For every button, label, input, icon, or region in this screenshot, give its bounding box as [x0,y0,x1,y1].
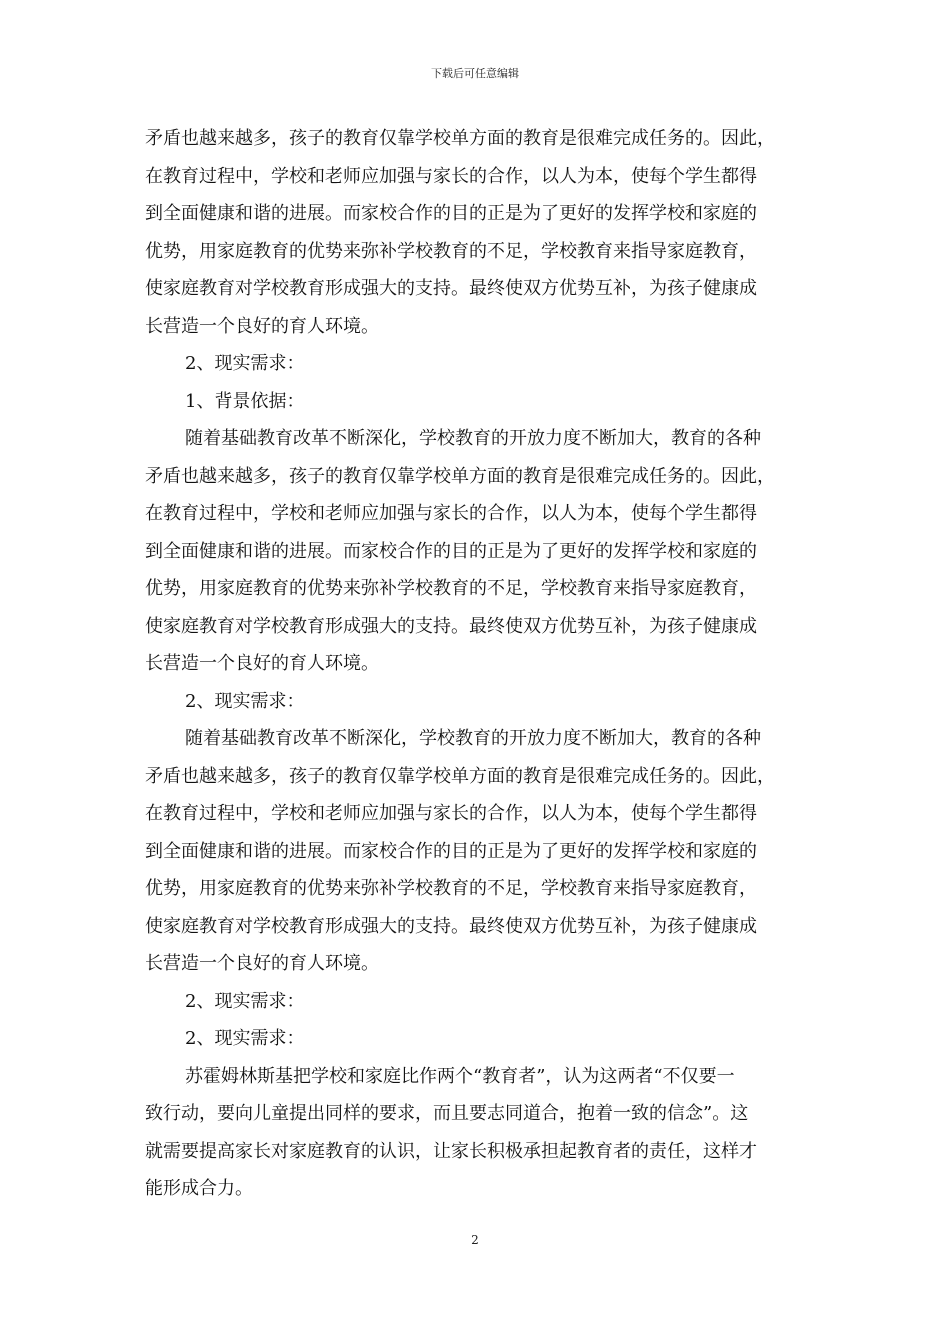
document-body [145,120,810,1208]
page-header: 下载后可任意编辑 [431,67,519,80]
text-line: 随着基础教育改革不断深化，学校教育的开放力度不断加大，教育的各种 [185,728,761,749]
page-number: 2 [471,1233,479,1247]
text-line: 2、现实需求： [185,1028,305,1049]
text-line: 到全面健康和谐的进展。而家校合作的目的正是为了更好的发挥学校和家庭的 [145,203,757,224]
text-line: 2、现实需求： [185,353,305,374]
text-line: 长营造一个良好的育人环境。 [145,953,379,974]
text-line: 在教育过程中，学校和老师应加强与家长的合作，以人为本，使每个学生都得 [145,503,757,524]
text-line: 优势，用家庭教育的优势来弥补学校教育的不足，学校教育来指导家庭教育， [145,578,757,599]
text-line: 使家庭教育对学校教育形成强大的支持。最终使双方优势互补，为孩子健康成 [145,278,757,299]
text-line: 矛盾也越来越多，孩子的教育仅靠学校单方面的教育是很难完成任务的。因此， [145,765,775,787]
text-line: 使家庭教育对学校教育形成强大的支持。最终使双方优势互补，为孩子健康成 [145,915,757,937]
text-line: 随着基础教育改革不断深化，学校教育的开放力度不断加大，教育的各种 [185,428,761,449]
text-line: 矛盾也越来越多，孩子的教育仅靠学校单方面的教育是很难完成任务的。因此， [145,465,775,487]
text-line: 使家庭教育对学校教育形成强大的支持。最终使双方优势互补，为孩子健康成 [145,615,757,637]
text-line: 到全面健康和谐的进展。而家校合作的目的正是为了更好的发挥学校和家庭的 [145,540,757,562]
text-line: 优势，用家庭教育的优势来弥补学校教育的不足，学校教育来指导家庭教育， [145,878,757,899]
text-line: 长营造一个良好的育人环境。 [145,653,379,674]
text-line: 2、现实需求： [185,990,305,1012]
text-line: 在教育过程中，学校和老师应加强与家长的合作，以人为本，使每个学生都得 [145,803,757,824]
text-line: 优势，用家庭教育的优势来弥补学校教育的不足，学校教育来指导家庭教育， [145,240,757,262]
text-line: 就需要提高家长对家庭教育的认识，让家长积极承担起教育者的责任，这样才 [145,1140,757,1162]
text-line: 在教育过程中，学校和老师应加强与家长的合作，以人为本，使每个学生都得 [145,165,757,187]
text-line: 能形成合力。 [145,1178,253,1199]
text-line: 致行动，要向儿童提出同样的要求，而且要志同道合，抱着一致的信念”。这 [145,1103,749,1124]
text-line: 长营造一个良好的育人环境。 [145,315,379,337]
text-line: 1、背景依据： [185,390,305,412]
text-line: 矛盾也越来越多，孩子的教育仅靠学校单方面的教育是很难完成任务的。因此， [145,128,775,149]
text-line: 苏霍姆林斯基把学校和家庭比作两个“教育者”，认为这两者“不仅要一 [185,1065,735,1087]
text-line: 到全面健康和谐的进展。而家校合作的目的正是为了更好的发挥学校和家庭的 [145,840,757,862]
text-line: 2、现实需求： [185,690,305,712]
